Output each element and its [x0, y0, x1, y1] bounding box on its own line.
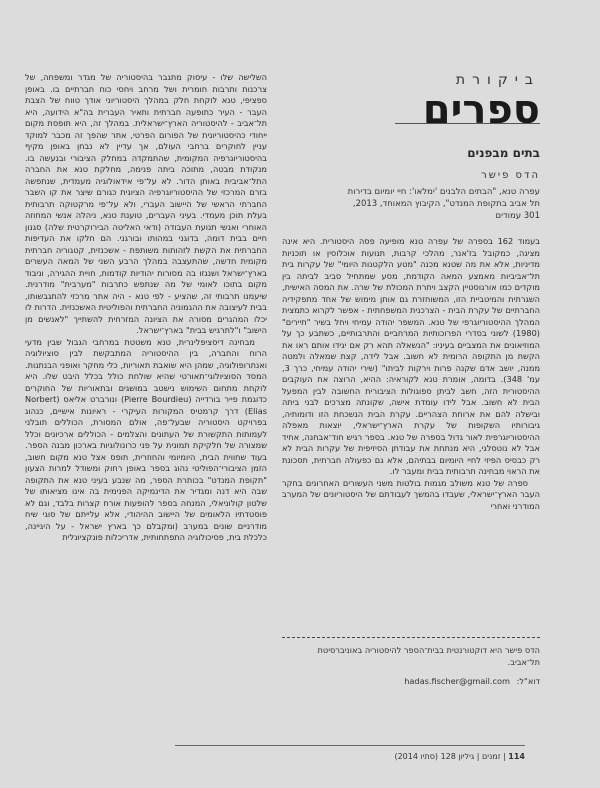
folio-divider — [175, 745, 525, 746]
paragraph: מבחינה דיסציפלינרית, טנא משטטת במרחבי הגבול שבין מדעי הרוח והחברה, בין ההיסטוריה המתבקשת לבין סוציולוגיה ואנתרופולוגיה, שמהן היא שואבת תאוריות, כלי מחקר ואופני הבנתנות. המסד הסוציולוגי־תאורטי שהיא שולחת כולל בכלל היבט שלו. היא לוקחת מתחום השימוש נישטב במושגים ובתאוריות של החוקרים כדוגמת פייר בורדייה (Pierre Bourdieu) ונורברט אליאס (Norbert Elias) דרך קרמטיס המקורות העיקרי - ראיונות אישיים, כנהוג בפרויקט היסטוריה שבעל־פה, אולם המסורת, הכוללים תובלני לעמותות התקשורת של העתונים והצלמים - הכוללים ארכיונים וכלל שמצורה של חלקיקת תמונית על פני כרונולוגיות בארכון מבנה הספר. בעוד שחווית הבית, היומיומי והחוזרית, תופס אצל טנא מקום חשוב, הזמן הציבורי־הפוליטי נהוג בספר באופן רחוק ומשודל למרות הצעון "תקופת המנדט" בכותרת הספר, מה שנבע בעיני טנא את התקופה שבה היא דנה ומגדיר את הדינמיקה הפנימית בה אינו מציאותו של שלטון קולוניאלי, המנחה בספר להופעות אורח קצרות בלבד, וגם לא פוסטדתיו הלאומים של היישוב ההיהודי, אלא עלייתם של סוגי שיח מודרניים שונים במערב (ומקבלם כך בארץ ישראל - על היגיינה, כלכלת בית, פסיכולוגיה התפתחותית, אדריכלות פונקציונלית — [25, 336, 267, 542]
paragraph: ספרה של טנא משולב מגמות בולטות משני העשורים האחרונים בחקר העבר הארץ־ישראלי, שעבדו בהמשך לעבודתם של היסטוריונים של המערב המודרני ואחרי — [282, 477, 540, 511]
citation-line-2: תל אביב בתקופת המנדט", הקיבוץ המאוחד, 2013, — [352, 199, 540, 209]
folio-separator: | — [500, 752, 506, 761]
paragraph: בעמוד 162 בספרה של עפרה טנא מופיעה פסה היסטורית. היא אינה מציגה, כמקובל בז'אנר, מהלכי קרבות, תנועות אוכלוסין או תוכניות מדיניות, אלא את מה שטנא מכנה "מטע הלקטנות היומי" של עקרות בית תל־אביביות מאמצע המאה הקודמת, מסע שמתחיל סביב לביתה בין מוקדים כמו אורגוסטיין הקצב ויתרת המכולת של שרה. את המסה האישית, השגרתית והמיטביית הזו, המשוחזרת גם אותן מימוש של אחד מתפקידיה החברתיים של עקרת הבית - הצרכנית המשפחתית - אפשר לקרוא כתמצית המהלך ההיסטוריוגרפי של טנא. המשפר יהודה עמיחי ויחל בשיר "תיירים" (1980) לשוני בסדרי הפרוכותיות המרחביים והתרבותיים, כשתבע כך על המוזיאונים את המצביים בעיניו: "הנשאלה תהא רק אם יגידו אותם ראו את הקשת מן התקופה הרומית לא חשוב. אבל לידה, קצת שמאלה ולמטה ממנה, יושב אדם שקנה פרות וירקות לביתו" (שירי יהודה עמיחי, כרך 3, עמ' 348). בדומה, אומרת טנא לקוראיה: ההיא, הרוצה את העוקבים ההיסטורית הזה, חשב לביתן ספוגולות הציבורית החשובה לבין המפעל הבית לא חשוב. אבל לידו עומדת אישה, שקונתה מצרכים לבני ביתה ובישלה להם את ארוחת הצהריים. עקרת הבית הנשכחת הזו ודומותיה, גיבורותיו השקופות של עקרת הארץ־ישראלי, יוצאות מאפלה ההיסטוריוגרפית לאור גדול בספרה של טנא. בספר רגיש חוד־אבחנה, אחיד אבל לא נוטסלגי, היא מנתחת את עבודתן הסיזיפית של עקרות הבית לא רק כבסיס הפיזי לחיי היומיום בבתיהם, אלא גם כפעולה חברתית, תסכונת את הראוי מבחינה תרבותית בבית ומעבר לו. — [282, 236, 540, 476]
section-header — [350, 72, 540, 133]
page-number: 114 — [508, 752, 525, 761]
section-title: ספרים — [422, 87, 540, 133]
article-author: הדס פישר — [481, 170, 540, 181]
page-folio — [175, 752, 525, 761]
section-label: ביקורת — [455, 72, 540, 88]
footnote-email-line — [282, 676, 540, 688]
header-divider — [395, 123, 540, 124]
journal-name: זמנים — [481, 752, 501, 761]
article-title: בתים מבפנים — [467, 146, 540, 160]
email-link[interactable]: hadas.fischer@gmail.com — [404, 676, 511, 686]
email-label: דוא"ל: — [516, 676, 540, 686]
book-citation — [285, 186, 540, 222]
citation-line-3: 301 עמודים — [495, 211, 540, 221]
folio-separator: | — [474, 752, 480, 761]
paragraph: השלישה שלו - עיסוק מתגבר בהיסטוריה של מגדר ומשפחה, של צרכנות ותרבות חומרית ושל מרחב ויחסי כוח חברתיים בו. באופן ספציפי, טנא לוקחת חלק במהלך היסטוריוני אודך טווח של הצבת העבר - העיר כתופעה חברתית ותאיר העברית בה"א הידועה, היא תל־אביב - להיסטוריה הארץ־ישראלית. במהלך זה, היא תופסת מקום ייחודי כהיסטוריונית של הפורום הפרטי, אתר שהפך זה מכבר למוקד עניין לחוקרים ברחבי העולם, אך עדיין לא נבחן באופן מקיף בהיסטוריוגרפיה המקומית, שהתמקדה במחלק הציבורי ובנעשה בו. מנקודת מבטה, מתוכה ביתה פנימה, מחלקת טנא את החברה התל־אביבית באותן הדור. לא על־פי אידאולוגיה מעמדית, שנתפשה בזרם המרכזי של ההיסטוריוגרפיה הציונית כגורם שיצר את קו השבר החברתי הראשי של היישוב העברי, ולא על־פי מרקטוקה תרבותית בעלת תוכן מעמדי. בעיני העברים, טוענת טנא, ניהלה אנשי המחוזה האוחרי ואנשי תנועת העבודה (ודאי האליטה הבירוקרטית שלה) סגנון חיים בבית דומה, בדוגני במהותו ובורגני. הם חלקו את העדיפות החברתית את הקשת לזהותות משותפת - אשכנזית, קטגוריה חברתית מקומית חדשה, שהתעצבה במהלך הרבע השני של המאה העשרים בארץ־ישראל ושנגזו בה מסורות יהודיות קודמות, חויית ההגירה, וניבוד מקום בתוכו לאומי של מה שנתפש כתרבות "מערבית" מודרנית. שיעמנו תרבותי זה, שהציע - לפי טנא - היה אתר מרכזי להתגבשותו, בבית לעיצובה את ההגמוניה החברתית והפוליטית האשכנזית. הדרות לו יכלו המהגרים מסורה את הציונה המזרחית להשתייך "לאנשים מן הישוב" ו"לתרגיש בבית" בארץ־ישראל. — [25, 72, 267, 335]
text-column-right — [282, 236, 540, 606]
author-footnote — [282, 645, 540, 688]
issue-info: גיליון 128 (סתיו 2014) — [394, 752, 475, 761]
text-column-left — [25, 72, 267, 717]
footnote-line-2: תל־אביב. — [507, 656, 540, 667]
footnote-divider — [282, 637, 540, 638]
citation-line-1: עפרה טנא, "הבתים הלבנים 'ימלאו': חיי יומיום בדירות — [347, 187, 540, 197]
footnote-line-1: הדס פישר היא דוקטורנטית בבית־הספר להיסטוריה באוניברסיטת — [317, 645, 540, 655]
